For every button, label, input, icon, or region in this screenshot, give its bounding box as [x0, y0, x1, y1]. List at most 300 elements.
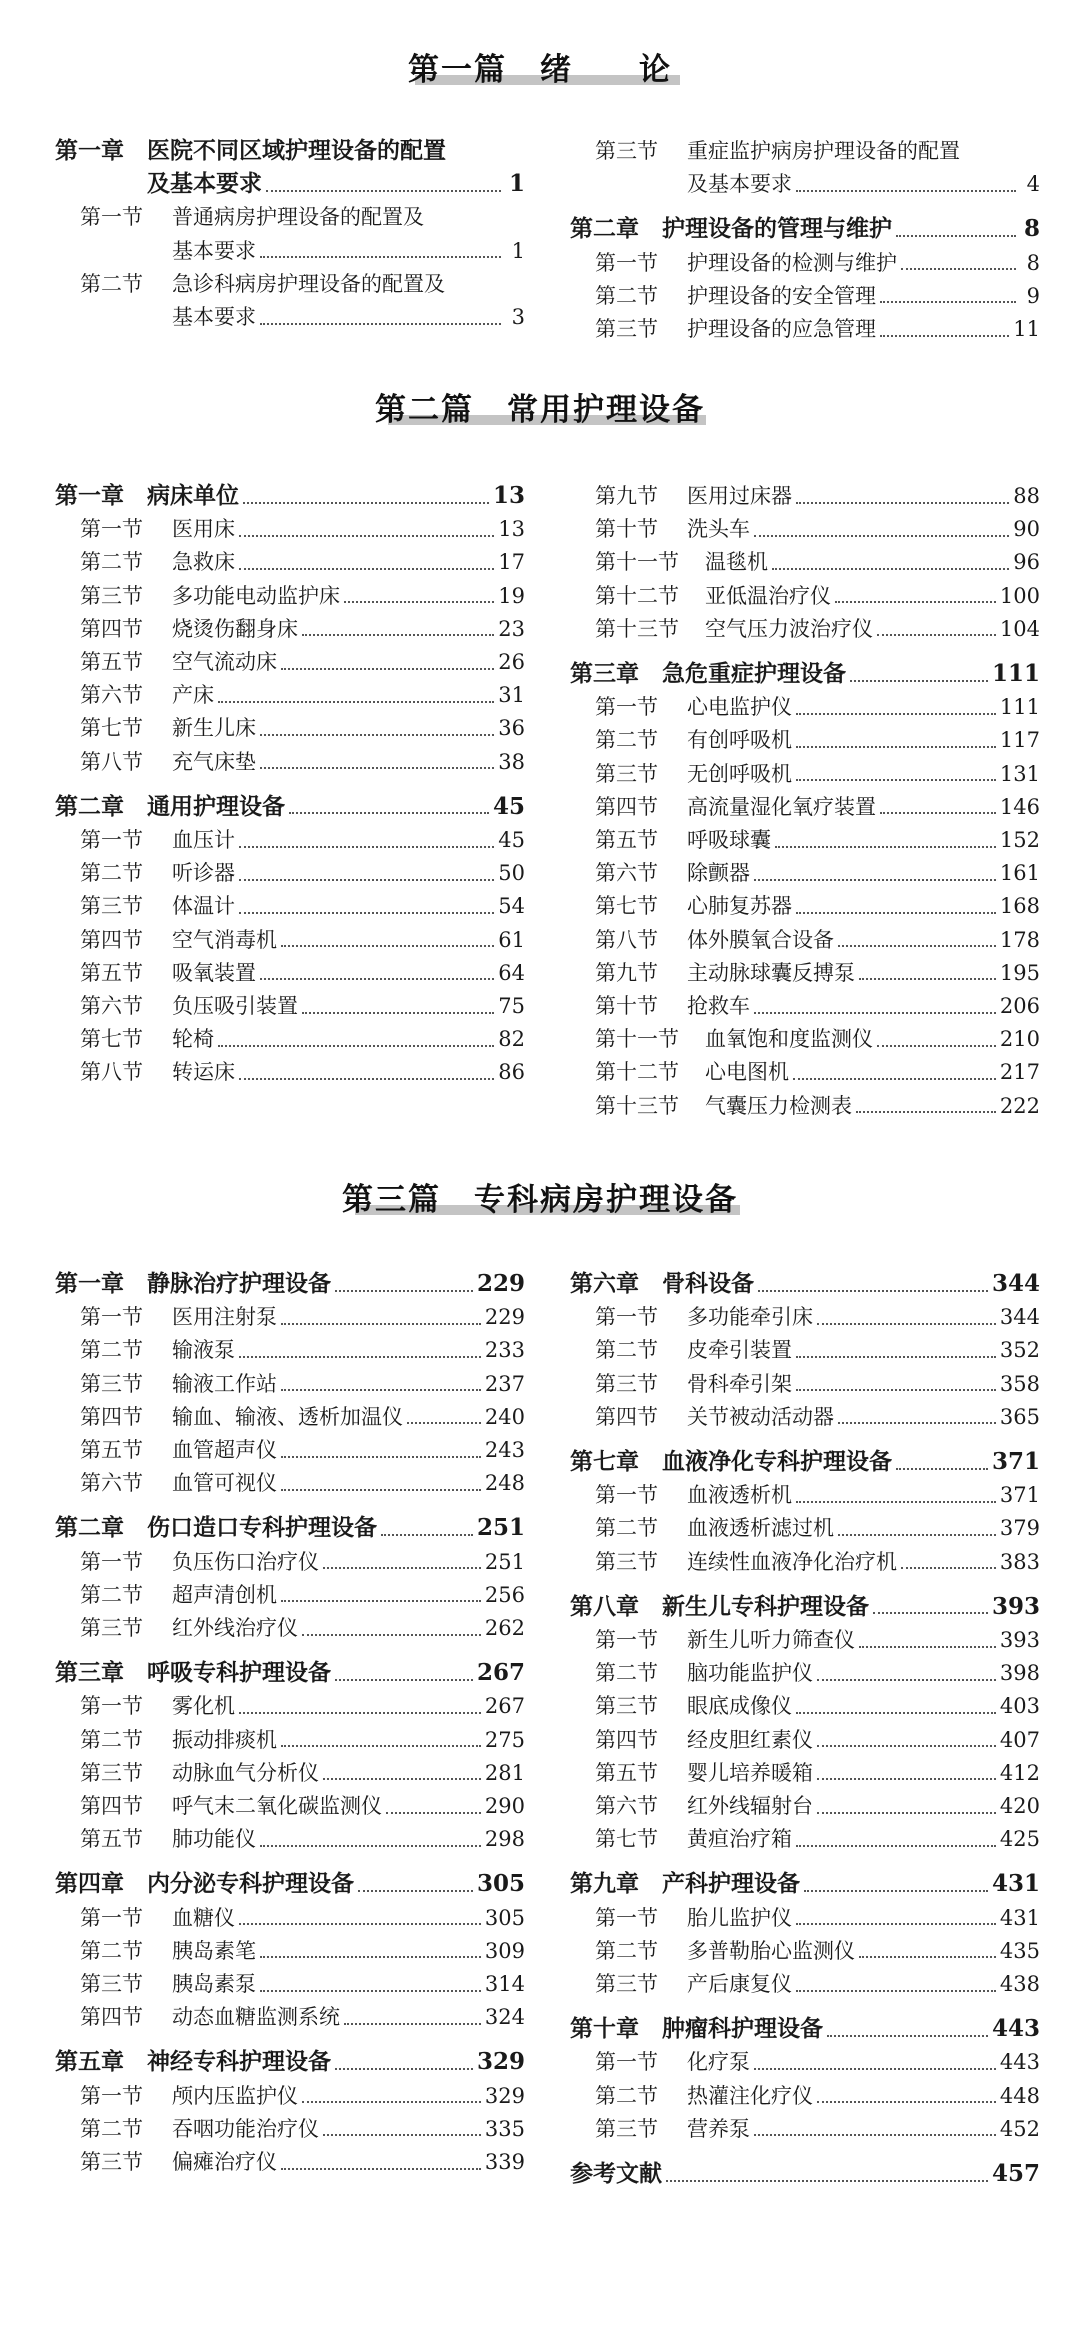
page-number: 371 [999, 1483, 1040, 1508]
page-number: 11 [1013, 317, 1040, 341]
toc-section-entry[interactable] [80, 990, 525, 1022]
dot-leader [796, 1355, 996, 1358]
entry-title: 神经专科护理设备 [147, 2048, 331, 2076]
entry-title: 护理设备的应急管理 [687, 317, 876, 341]
toc-section-entry[interactable] [80, 2113, 525, 2145]
page-number: 111 [991, 660, 1040, 687]
toc-chapter-entry[interactable] [55, 480, 525, 512]
toc-section-entry[interactable] [80, 646, 525, 678]
page-number: 379 [999, 1516, 1040, 1541]
toc-section-entry[interactable] [595, 724, 1040, 756]
entry-label: 第三节 [80, 1760, 143, 1785]
entry-title: 黄疸治疗箱 [687, 1827, 792, 1852]
dot-leader [344, 600, 494, 603]
toc-chapter-entry[interactable] [570, 658, 1040, 690]
entry-label: 第三章 [55, 1659, 124, 1687]
toc-section-entry[interactable] [80, 1579, 525, 1611]
page-number: 324 [484, 2005, 525, 2030]
toc-section-entry[interactable] [595, 1512, 1040, 1544]
toc-section-entry[interactable] [595, 1935, 1040, 1967]
toc-section-entry[interactable] [80, 1056, 525, 1088]
page-number: 329 [484, 2083, 525, 2108]
dot-leader [817, 1744, 996, 1747]
toc-chapter-entry[interactable] [55, 791, 525, 823]
toc-section-entry[interactable] [80, 201, 525, 233]
entry-label: 第三节 [595, 2116, 658, 2141]
entry-title: 重症监护病房护理设备的配置 [687, 139, 960, 163]
toc-section-entry[interactable] [595, 1757, 1040, 1789]
dot-leader [873, 1611, 988, 1614]
dot-leader [281, 667, 494, 670]
dot-leader [260, 733, 494, 736]
entry-label: 第一节 [595, 2050, 658, 2075]
entry-label: 第七节 [80, 1027, 143, 1052]
entry-label: 第二节 [80, 2116, 143, 2141]
dot-leader [877, 1044, 996, 1047]
entry-label: 第三节 [80, 894, 143, 919]
toc-section-entry[interactable] [595, 168, 1040, 200]
page-number: 217 [999, 1060, 1040, 1085]
toc-section-entry[interactable] [595, 1968, 1040, 2000]
toc-section-entry[interactable] [80, 1368, 525, 1400]
entry-title: 及基本要求 [147, 170, 262, 198]
entry-title: 产科护理设备 [662, 1870, 800, 1898]
dot-leader [266, 189, 501, 192]
entry-label: 第五节 [80, 1438, 143, 1462]
page-number: 398 [999, 1661, 1040, 1686]
page-number: 251 [484, 1549, 525, 1574]
entry-title: 骨科牵引架 [687, 1371, 792, 1396]
entry-title: 充气床垫 [172, 749, 256, 774]
page-number: 161 [999, 861, 1040, 886]
entry-label: 第八章 [570, 1592, 639, 1620]
toc-section-entry[interactable] [80, 1724, 525, 1756]
dot-leader [754, 878, 996, 881]
toc-chapter-entry[interactable] [570, 1591, 1040, 1623]
dot-leader [260, 1844, 481, 1847]
dot-leader [796, 501, 1009, 504]
dot-leader [239, 845, 494, 848]
dot-leader [754, 1011, 996, 1014]
dot-leader [880, 334, 1009, 337]
entry-title: 通用护理设备 [147, 792, 285, 820]
page-number: 86 [498, 1060, 525, 1085]
toc-section-entry[interactable] [80, 857, 525, 889]
dot-leader [856, 1110, 996, 1113]
toc-chapter-entry[interactable] [55, 1512, 525, 1544]
entry-title: 胰岛素泵 [172, 1972, 256, 1996]
entry-title: 空气消毒机 [172, 927, 277, 952]
entry-label: 第五章 [55, 2048, 124, 2076]
page-number: 26 [498, 650, 525, 674]
toc-section-entry[interactable] [595, 1056, 1040, 1088]
toc-section-entry[interactable] [595, 480, 1040, 512]
entry-label: 第四节 [80, 2005, 143, 2030]
toc-chapter-entry[interactable] [570, 1268, 1040, 1300]
page-number: 298 [484, 1827, 525, 1852]
toc-section-entry[interactable] [595, 924, 1040, 956]
toc-section-entry[interactable] [595, 1401, 1040, 1433]
entry-label: 第二节 [80, 1338, 143, 1363]
entry-title: 基本要求 [172, 238, 256, 263]
dot-leader [218, 1044, 494, 1047]
page-number: 339 [484, 2150, 525, 2174]
entry-title: 颅内压监护仪 [172, 2083, 298, 2108]
page-number: 19 [498, 583, 525, 608]
entry-label: 第三节 [595, 761, 658, 786]
toc-section-entry[interactable] [80, 235, 525, 267]
dot-leader [302, 1633, 481, 1636]
entry-label: 第四节 [80, 927, 143, 952]
dot-leader [827, 2034, 988, 2037]
toc-section-entry[interactable] [80, 301, 525, 333]
toc-section-entry[interactable] [80, 1902, 525, 1934]
entry-title: 呼吸专科护理设备 [147, 1659, 331, 1687]
entry-title: 听诊器 [172, 861, 235, 886]
entry-label: 第十节 [595, 994, 658, 1018]
toc-section-entry[interactable] [595, 247, 1040, 279]
toc-section-entry[interactable] [595, 1690, 1040, 1722]
toc-section-entry[interactable] [80, 580, 525, 612]
entry-label: 第一节 [80, 2083, 143, 2108]
entry-title: 轮椅 [172, 1027, 214, 1052]
entry-title: 及基本要求 [687, 172, 792, 197]
toc-section-entry[interactable] [595, 580, 1040, 612]
toc-section-entry[interactable] [595, 957, 1040, 989]
toc-section-entry[interactable] [80, 546, 525, 578]
entry-title: 空气流动床 [172, 650, 277, 674]
dot-leader [239, 878, 494, 881]
page-number: 267 [484, 1694, 525, 1719]
entry-label: 第九节 [595, 484, 658, 508]
dot-leader [323, 2133, 481, 2136]
toc-section-entry[interactable] [595, 1334, 1040, 1366]
page-number: 420 [999, 1794, 1040, 1818]
page-number: 243 [484, 1438, 525, 1462]
toc-section-entry[interactable] [595, 546, 1040, 578]
entry-title: 肺功能仪 [172, 1827, 256, 1852]
entry-title: 新生儿听力筛查仪 [687, 1628, 855, 1652]
dot-leader [896, 1467, 988, 1470]
page-number: 352 [999, 1338, 1040, 1363]
toc-chapter-entry[interactable] [55, 1657, 525, 1689]
page-number: 275 [484, 1727, 525, 1752]
page-number: 248 [484, 1471, 525, 1496]
entry-label: 第六章 [570, 1270, 639, 1297]
dot-leader [838, 1533, 996, 1536]
page-number: 438 [999, 1972, 1040, 1996]
toc-section-entry[interactable] [80, 1301, 525, 1333]
toc-section-entry[interactable] [80, 2146, 525, 2178]
entry-title: 血氧饱和度监测仪 [705, 1027, 873, 1052]
toc-section-entry[interactable] [595, 691, 1040, 723]
toc-section-entry[interactable] [595, 791, 1040, 823]
toc-section-entry[interactable] [80, 1823, 525, 1855]
entry-label: 第三节 [595, 317, 658, 341]
dot-leader [835, 600, 996, 603]
entry-label: 第四章 [55, 1870, 124, 1898]
page-number: 117 [999, 728, 1040, 753]
entry-label: 第一节 [80, 1305, 143, 1330]
toc-section-entry[interactable] [80, 1690, 525, 1722]
toc-section-entry[interactable] [595, 1724, 1040, 1756]
entry-title: 负压吸引装置 [172, 994, 298, 1018]
page-number: 195 [999, 960, 1040, 985]
page-number: 443 [991, 2015, 1040, 2043]
toc-section-entry[interactable] [80, 1334, 525, 1366]
toc-section-entry[interactable] [595, 1902, 1040, 1934]
entry-label: 第五节 [595, 828, 658, 852]
page-number: 443 [999, 2050, 1040, 2075]
dot-leader [775, 845, 996, 848]
entry-title: 气囊压力检测表 [705, 1093, 852, 1118]
entry-title: 新生儿专科护理设备 [662, 1592, 869, 1620]
dot-leader [335, 1678, 473, 1681]
entry-title: 主动脉球囊反搏泵 [687, 960, 855, 985]
toc-section-entry[interactable] [80, 1023, 525, 1055]
toc-section-entry[interactable] [80, 1546, 525, 1578]
page-number: 256 [484, 1582, 525, 1607]
entry-label: 第三节 [80, 1616, 143, 1640]
toc-chapter-entry[interactable] [55, 1268, 525, 1300]
entry-title: 医用注射泵 [172, 1305, 277, 1330]
entry-title: 胎儿监护仪 [687, 1905, 792, 1930]
toc-section-entry[interactable] [80, 890, 525, 922]
toc-chapter-entry[interactable] [570, 1868, 1040, 1900]
toc-section-entry[interactable] [595, 1023, 1040, 1055]
dot-leader [289, 811, 489, 814]
entry-label: 第一节 [595, 1628, 658, 1652]
page-number: 222 [999, 1093, 1040, 1118]
page-number: 233 [484, 1338, 525, 1363]
dot-leader [302, 2100, 481, 2103]
dot-leader [880, 300, 1016, 303]
entry-label: 第二节 [595, 728, 658, 753]
toc-section-entry[interactable] [80, 513, 525, 545]
toc-section-entry[interactable] [595, 2113, 1040, 2145]
dot-leader [838, 1421, 996, 1424]
toc-section-entry[interactable] [80, 712, 525, 744]
toc-section-entry[interactable] [80, 679, 525, 711]
entry-title: 热灌注化疗仪 [687, 2083, 813, 2108]
page-number: 3 [511, 305, 525, 329]
entry-label: 第十一节 [595, 550, 679, 575]
entry-label: 第五节 [595, 1760, 658, 1785]
toc-section-entry[interactable] [80, 924, 525, 956]
entry-title: 抢救车 [687, 994, 750, 1018]
toc-section-entry[interactable] [80, 1467, 525, 1499]
toc-section-entry[interactable] [80, 824, 525, 856]
toc-section-entry[interactable] [595, 1657, 1040, 1689]
entry-label: 第六节 [80, 994, 143, 1018]
dot-leader [260, 1989, 481, 1992]
entry-title: 空气压力波治疗仪 [705, 616, 873, 641]
page-number: 314 [484, 1972, 525, 1996]
dot-leader [901, 267, 1016, 270]
toc-section-entry[interactable] [80, 2080, 525, 2112]
entry-label: 第三节 [80, 2150, 143, 2174]
entry-label: 第二节 [595, 1516, 658, 1541]
toc-section-entry[interactable] [595, 1090, 1040, 1122]
entry-label: 第五节 [80, 1827, 143, 1852]
entry-title: 洗头车 [687, 517, 750, 542]
page-number: 100 [999, 583, 1040, 608]
toc-chapter-entry[interactable] [55, 135, 525, 167]
toc-section-entry[interactable] [595, 2046, 1040, 2078]
toc-section-entry[interactable] [80, 1935, 525, 1967]
toc-section-entry[interactable] [80, 1612, 525, 1644]
entry-title: 皮牵引装置 [687, 1338, 792, 1363]
toc-section-entry[interactable] [595, 1624, 1040, 1656]
dot-leader [281, 944, 494, 947]
page-number: 1 [508, 170, 525, 198]
dot-leader [796, 189, 1016, 192]
entry-label: 第十三节 [595, 1093, 679, 1118]
toc-section-entry[interactable] [595, 135, 1040, 167]
page-number: 8 [1026, 250, 1040, 275]
entry-label: 第十二节 [595, 583, 679, 608]
toc-chapter-entry[interactable] [55, 2046, 525, 2078]
entry-title: 吸氧装置 [172, 960, 256, 985]
entry-label: 第二节 [80, 1938, 143, 1963]
entry-label: 第一节 [80, 205, 143, 230]
dot-leader [859, 1955, 996, 1958]
toc-section-entry[interactable] [595, 824, 1040, 856]
dot-leader [817, 1678, 996, 1681]
entry-label: 第一章 [55, 1270, 124, 1297]
entry-label: 第三节 [80, 1371, 143, 1396]
entry-title: 血糖仪 [172, 1905, 235, 1930]
page-number: 146 [999, 794, 1040, 819]
dot-leader [796, 1989, 996, 1992]
part-title-text: 第一篇 绪 论 [408, 52, 672, 88]
entry-title: 输液泵 [172, 1338, 235, 1363]
toc-section-entry[interactable] [80, 1790, 525, 1822]
entry-label: 第一章 [55, 137, 124, 164]
dot-leader [260, 255, 501, 258]
entry-title: 雾化机 [172, 1694, 235, 1719]
toc-chapter-entry[interactable] [55, 1868, 525, 1900]
entry-label: 第二节 [595, 1661, 658, 1686]
toc-section-entry[interactable] [595, 1823, 1040, 1855]
page-number: 407 [999, 1727, 1040, 1752]
entry-title: 经皮胆红素仪 [687, 1727, 813, 1752]
entry-label: 第一节 [595, 1305, 658, 1330]
toc-section-entry[interactable] [595, 513, 1040, 545]
entry-title: 除颤器 [687, 861, 750, 886]
toc-chapter-entry[interactable] [570, 2013, 1040, 2045]
entry-label: 第二节 [595, 283, 658, 308]
toc-section-entry[interactable] [80, 268, 525, 300]
page-number: 152 [999, 828, 1040, 852]
entry-title: 普通病房护理设备的配置及 [172, 205, 424, 230]
toc-chapter-entry[interactable] [55, 168, 525, 200]
part-title-text: 第二篇 常用护理设备 [375, 392, 705, 428]
toc-section-entry[interactable] [595, 1546, 1040, 1578]
toc-section-entry[interactable] [595, 758, 1040, 790]
toc-references-entry[interactable] [570, 2158, 1040, 2190]
dot-leader [260, 977, 494, 980]
toc-section-entry[interactable] [595, 1790, 1040, 1822]
entry-title: 急诊科病房护理设备的配置及 [172, 271, 445, 296]
entry-label: 第二节 [80, 1582, 143, 1607]
toc-section-entry[interactable] [80, 957, 525, 989]
entry-label: 第七节 [80, 716, 143, 741]
page-number: 31 [498, 683, 525, 708]
toc-section-entry[interactable] [80, 1434, 525, 1466]
entry-title: 关节被动活动器 [687, 1404, 834, 1429]
toc-section-entry[interactable] [595, 857, 1040, 889]
toc-section-entry[interactable] [595, 890, 1040, 922]
page-number: 229 [484, 1305, 525, 1330]
entry-title: 血液透析滤过机 [687, 1516, 834, 1541]
toc-section-entry[interactable] [80, 2001, 525, 2033]
dot-leader [386, 1811, 481, 1814]
page-number: 251 [476, 1514, 525, 1542]
entry-label: 第三节 [595, 1549, 658, 1574]
entry-label: 第一章 [55, 482, 124, 509]
toc-chapter-entry[interactable] [570, 213, 1040, 245]
toc-section-entry[interactable] [595, 990, 1040, 1022]
dot-leader [260, 1955, 481, 1958]
toc-section-entry[interactable] [595, 313, 1040, 345]
toc-section-entry[interactable] [595, 1301, 1040, 1333]
page-number: 54 [498, 894, 525, 919]
dot-leader [817, 1777, 996, 1780]
entry-title: 输液工作站 [172, 1371, 277, 1396]
entry-title: 血液透析机 [687, 1483, 792, 1508]
entry-label: 第二节 [80, 1727, 143, 1752]
toc-section-entry[interactable] [80, 1401, 525, 1433]
entry-title: 伤口造口专科护理设备 [147, 1514, 377, 1542]
page-number: 111 [999, 695, 1040, 720]
entry-title: 心电监护仪 [687, 695, 792, 720]
toc-section-entry[interactable] [595, 613, 1040, 645]
page-number: 344 [991, 1270, 1040, 1297]
dot-leader [281, 1744, 481, 1747]
page-number: 210 [999, 1027, 1040, 1052]
entry-title: 有创呼吸机 [687, 728, 792, 753]
entry-label: 第六节 [595, 1794, 658, 1818]
entry-title: 超声清创机 [172, 1582, 277, 1607]
toc-section-entry[interactable] [80, 746, 525, 778]
entry-title: 产后康复仪 [687, 1972, 792, 1996]
entry-title: 胰岛素笔 [172, 1938, 256, 1963]
toc-section-entry[interactable] [595, 1368, 1040, 1400]
entry-title: 护理设备的管理与维护 [662, 215, 892, 243]
page-number: 23 [498, 616, 525, 641]
entry-label: 第二节 [80, 271, 143, 296]
toc-section-entry[interactable] [80, 613, 525, 645]
page-number: 237 [484, 1371, 525, 1396]
page-number: 104 [999, 616, 1040, 641]
dot-leader [239, 567, 494, 570]
toc-section-entry[interactable] [595, 2080, 1040, 2112]
dot-leader [260, 322, 501, 325]
entry-label: 第一节 [595, 1483, 658, 1508]
entry-label: 第三节 [595, 1972, 658, 1996]
entry-title: 肿瘤科护理设备 [662, 2015, 823, 2043]
toc-section-entry[interactable] [595, 280, 1040, 312]
toc-chapter-entry[interactable] [570, 1446, 1040, 1478]
entry-title: 化疗泵 [687, 2050, 750, 2075]
toc-section-entry[interactable] [80, 1968, 525, 2000]
toc-section-entry[interactable] [595, 1479, 1040, 1511]
entry-title: 连续性血液净化治疗机 [687, 1549, 897, 1574]
page-number: 1 [511, 238, 525, 263]
entry-label: 第八节 [595, 927, 658, 952]
toc-section-entry[interactable] [80, 1757, 525, 1789]
